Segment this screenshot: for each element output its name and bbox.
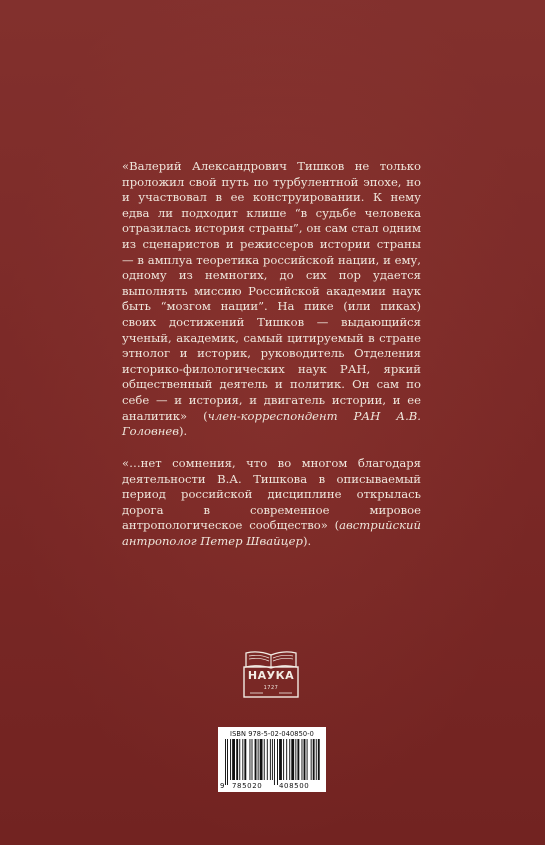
barcode-bar bbox=[307, 739, 308, 780]
barcode-bar bbox=[252, 739, 253, 780]
barcode-bar bbox=[302, 739, 303, 780]
ean-left-group: 785020 bbox=[232, 782, 263, 790]
barcode-bar bbox=[297, 739, 299, 780]
isbn-barcode bbox=[218, 727, 326, 792]
barcode-bar bbox=[277, 739, 278, 785]
barcode-bar bbox=[295, 739, 296, 780]
barcode-bar bbox=[239, 739, 240, 780]
quote-author: член-корреспондент РАН А.В. Головнев bbox=[122, 408, 421, 439]
barcode-bar bbox=[267, 739, 268, 780]
barcode-bar bbox=[289, 739, 290, 780]
barcode-bar bbox=[249, 739, 250, 780]
barcode-bar bbox=[260, 739, 263, 780]
barcode-bar bbox=[313, 739, 315, 780]
barcode-icon bbox=[223, 739, 321, 785]
quote-text: «Валерий Александрович Тишков не только проложил свой путь по турбулентной эпохе, но и участвовал в ее конструировании. К нему едва ли подходит клише “в судьбе человека отразилась история страны”, он сам стал одним из сценаристов и режиссеров истории страны — в амплуа теоретика российской нации, и ему, одному из немногих, до сих пор удается выполнять миссию Российской академии наук быть “мозгом нации”. На пике (или пиках) своих достижений Тишков — выдающийся ученый, академик, самый цитируемый в стране этнолог и историк, руководитель Отделения историко-филологических наук РАН, яркий общественный деятель и политик. Он сам по себе — и история, и двигатель истории, и ее аналитик» ( bbox=[122, 159, 421, 423]
barcode-bar bbox=[270, 739, 271, 780]
barcode-bar bbox=[232, 739, 235, 780]
publisher-logo bbox=[236, 650, 306, 700]
barcode-bar bbox=[225, 739, 226, 785]
quote-text: «…нет сомнения, что во многом благодаря деятельности В.А. Тишкова в описываемый период российской дисциплине открылась дорога в современное мировое антропологическое сообщество» ( bbox=[122, 456, 421, 533]
quote-golovnev bbox=[122, 159, 421, 440]
barcode-bar bbox=[242, 739, 243, 780]
barcode-bar bbox=[318, 739, 320, 780]
barcode-bar bbox=[279, 739, 282, 780]
barcode-bar bbox=[274, 739, 275, 785]
barcode-bar bbox=[255, 739, 257, 780]
barcode-bar bbox=[244, 739, 246, 780]
publisher-year: 1727 bbox=[263, 685, 279, 691]
quote-author: австрийский антрополог Петер Швайцер bbox=[122, 518, 421, 548]
barcode-bar bbox=[230, 739, 231, 780]
barcode-bar bbox=[272, 739, 273, 780]
publisher-name: НАУКА bbox=[247, 669, 295, 682]
quote-closing: ). bbox=[302, 533, 312, 548]
barcode-bar bbox=[304, 739, 306, 780]
barcode-bar bbox=[283, 739, 284, 780]
barcode-bar bbox=[258, 739, 259, 780]
quote-schweitzer bbox=[122, 456, 421, 550]
barcode-bar bbox=[286, 739, 287, 780]
barcode-bar bbox=[236, 739, 238, 780]
isbn-number: ISBN 978-5-02-040850-0 bbox=[230, 730, 314, 738]
barcode-bar bbox=[264, 739, 265, 780]
ean-right-group: 408500 bbox=[279, 782, 310, 790]
barcode-bar bbox=[227, 739, 228, 785]
barcode-bar bbox=[311, 739, 312, 780]
quote-closing: ). bbox=[179, 424, 188, 439]
barcode-bar bbox=[291, 739, 294, 780]
barcode-bar bbox=[316, 739, 317, 780]
ean-first-digit: 9 bbox=[220, 782, 226, 790]
